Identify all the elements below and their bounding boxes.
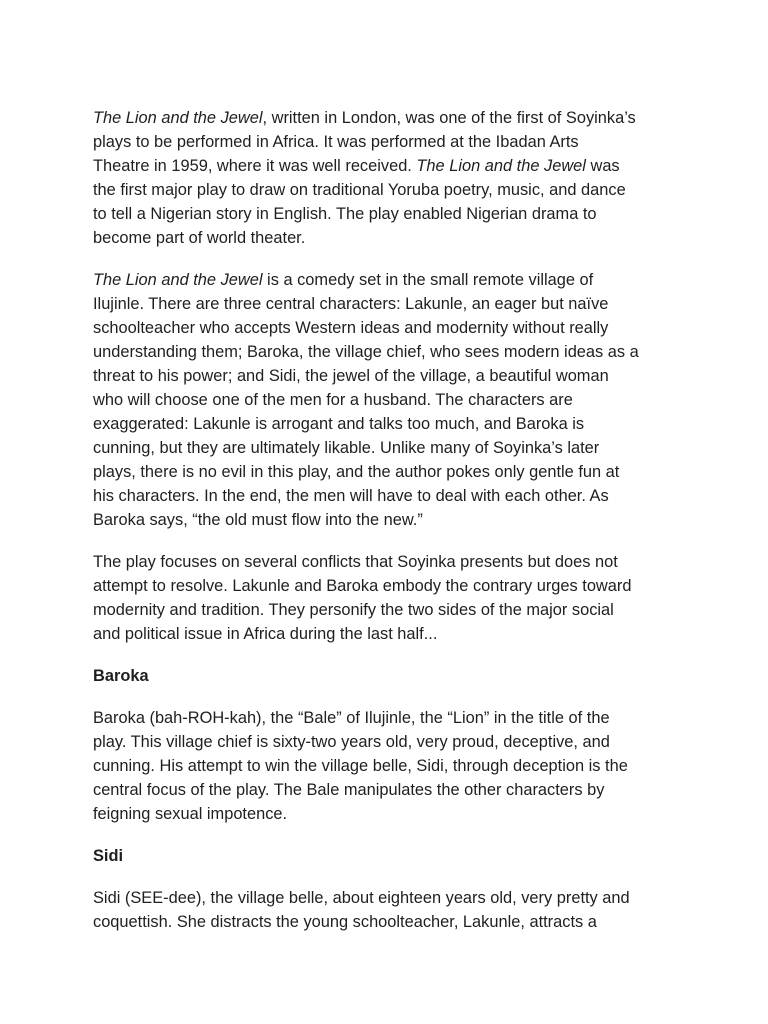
text-run: modernity and tradition. They personify the two sides of the major social [93,601,614,619]
text-line [93,268,683,292]
text-run: Baroka says, “the old must flow into the new.” [93,511,423,529]
text-run: schoolteacher who accepts Western ideas and modernity without really [93,319,609,337]
text-line [93,484,683,508]
text-line [93,292,683,316]
section-heading: Baroka [93,667,149,685]
text-run: exaggerated: Lakunle is arrogant and talks too much, and Baroka is [93,415,585,433]
text-run: Theatre in 1959, where it was well received. [93,157,417,175]
text-run: understanding them; Baroka, the village chief, who sees modern ideas as a [93,343,639,361]
text-line [93,598,683,622]
text-line [93,202,683,226]
section-heading: Sidi [93,847,124,865]
text-line [93,412,683,436]
text-run: his characters. In the end, the men will have to deal with each other. As [93,487,609,505]
text-line [93,730,683,754]
text-line [93,754,683,778]
text-run: Ilujinle. There are three central characters: Lakunle, an eager but naïve [93,295,609,313]
text-line [93,130,683,154]
paragraph [93,106,683,250]
text-line [93,574,683,598]
text-run: coquettish. She distracts the young schoolteacher, Lakunle, attracts a [93,913,597,931]
text-line [93,706,683,730]
text-line [93,886,683,910]
paragraph [93,886,683,934]
text-run: and political issue in Africa during the last half... [93,625,438,643]
paragraph [93,706,683,826]
text-line [93,802,683,826]
text-line [93,178,683,202]
text-line [93,622,683,646]
italic-title-text: The Lion and the Jewel [416,157,586,175]
text-line [93,106,683,130]
paragraph [93,550,683,646]
text-run: feigning sexual impotence. [93,805,288,823]
text-run: central focus of the play. The Bale manipulates the other characters by [93,781,605,799]
text-run: play. This village chief is sixty-two years old, very proud, deceptive, and [93,733,610,751]
text-line [93,226,683,250]
text-run: Baroka (bah-ROH-kah), the “Bale” of Ilujinle, the “Lion” in the title of the [93,709,610,727]
text-run: Sidi (SEE-dee), the village belle, about eighteen years old, very pretty and [93,889,630,907]
text-run: , written in London, was one of the first of Soyinka’s [262,109,636,127]
text-line [93,388,683,412]
text-line [93,550,683,574]
text-run: threat to his power; and Sidi, the jewel of the village, a beautiful woman [93,367,609,385]
text-line [93,436,683,460]
text-line [93,460,683,484]
text-run: attempt to resolve. Lakunle and Baroka embody the contrary urges toward [93,577,632,595]
text-line [93,340,683,364]
text-line [93,364,683,388]
text-run: who will choose one of the men for a husband. The characters are [93,391,573,409]
document-page [93,106,683,952]
text-line [93,508,683,532]
text-run: to tell a Nigerian story in English. The play enabled Nigerian drama to [93,205,597,223]
text-run: the first major play to draw on traditional Yoruba poetry, music, and dance [93,181,626,199]
text-run: plays to be performed in Africa. It was performed at the Ibadan Arts [93,133,579,151]
text-line [93,154,683,178]
text-run: The play focuses on several conflicts that Soyinka presents but does not [93,553,618,571]
text-run: cunning, but they are ultimately likable. Unlike many of Soyinka’s later [93,439,600,457]
text-run: plays, there is no evil in this play, and the author pokes only gentle fun at [93,463,620,481]
paragraph [93,268,683,532]
italic-title-text: The Lion and the Jewel [93,271,263,289]
text-run: is a comedy set in the small remote village of [262,271,594,289]
text-line [93,910,683,934]
text-run: was [585,157,620,175]
text-line [93,316,683,340]
text-run: cunning. His attempt to win the village belle, Sidi, through deception is the [93,757,628,775]
text-line [93,778,683,802]
text-run: become part of world theater. [93,229,306,247]
italic-title-text: The Lion and the Jewel [93,109,263,127]
